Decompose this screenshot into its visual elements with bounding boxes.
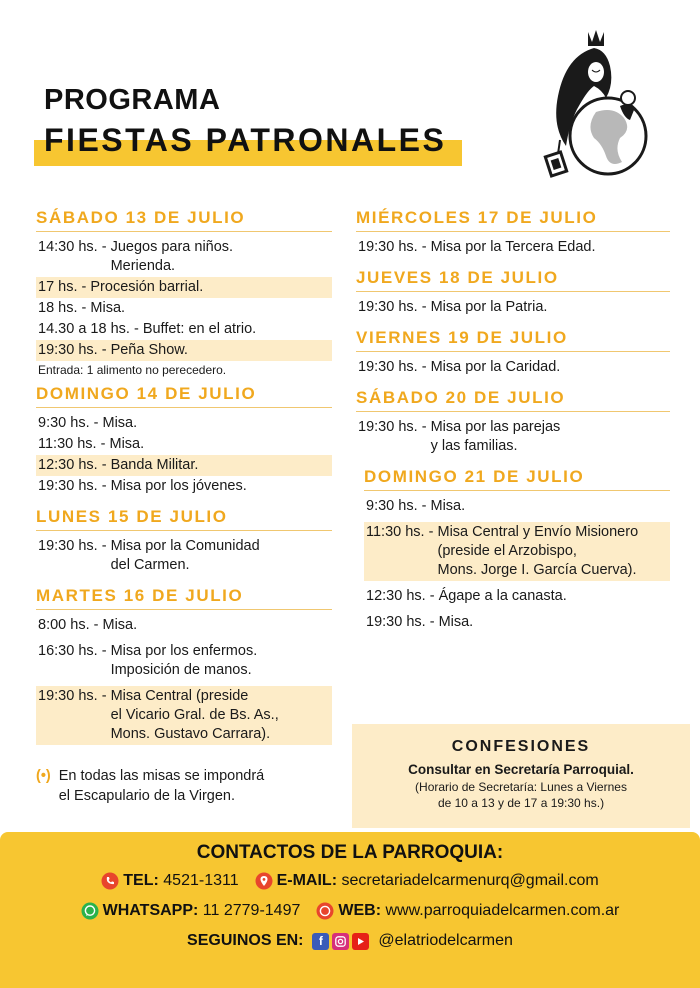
confesiones-hours: (Horario de Secretaría: Lunes a Viernes de 10 a 13 y de 17 a 19:30 hs.) (415, 780, 627, 810)
day-heading: JUEVES 18 DE JULIO (356, 268, 670, 292)
event-row: 19:30 hs. - Misa por los jóvenes. (38, 478, 247, 494)
social-handle[interactable]: @elatriodelcarmen (378, 932, 513, 949)
event-row: 11:30 hs. - Misa Central y Envío Misionero (preside el Arzobispo, Mons. Jorge I. García Cuerva). (364, 522, 670, 581)
title-programa: PROGRAMA (44, 84, 221, 116)
event-row: 19:30 hs. - Misa por la Patria. (358, 299, 548, 315)
tel-value: 4521-1311 (163, 872, 239, 889)
event-row: 12:30 hs. - Ágape a la canasta. (366, 588, 567, 604)
event-row: 19:30 hs. - Misa. (366, 614, 474, 630)
schedule-right-column (356, 208, 670, 633)
day-heading: DOMINGO 21 DE JULIO (364, 467, 670, 491)
event-row: 16:30 hs. - Misa por los enfermos. Imposición de manos. (38, 643, 258, 678)
day-heading: SÁBADO 20 DE JULIO (356, 388, 670, 412)
event-row: 18 hs. - Misa. (38, 300, 126, 316)
schedule-left-column (36, 208, 332, 745)
whatsapp-icon (81, 902, 99, 920)
social-icons (312, 933, 372, 950)
tel-item[interactable] (101, 872, 238, 890)
escapulario-note (36, 766, 336, 806)
event-row: 14.30 a 18 hs. - Buffet: en el atrio. (38, 321, 257, 337)
day-heading: MARTES 16 DE JULIO (36, 586, 332, 610)
day-heading: VIERNES 19 DE JULIO (356, 328, 670, 352)
web-item[interactable] (316, 902, 619, 920)
email-value: secretariadelcarmenurq@gmail.com (341, 872, 599, 889)
footer-row-2 (0, 902, 700, 920)
phone-icon (101, 872, 119, 890)
event-row: 19:30 hs. - Misa por la Comunidad del Carmen. (38, 538, 260, 573)
event-row: 8:00 hs. - Misa. (38, 617, 138, 633)
event-row: 19:30 hs. - Misa Central (preside el Vicario Gral. de Bs. As., Mons. Gustavo Carrara). (36, 686, 332, 745)
footer-title: CONTACTOS DE LA PARROQUIA: (196, 842, 504, 863)
instagram-icon[interactable] (332, 933, 349, 950)
email-item[interactable] (255, 872, 599, 890)
domingo-21-block (356, 467, 670, 633)
whatsapp-value: 11 2779-1497 (202, 902, 301, 919)
day-heading: SÁBADO 13 DE JULIO (36, 208, 332, 232)
event-row: 19:30 hs. - Misa por la Caridad. (358, 359, 561, 375)
location-icon (255, 872, 273, 890)
event-row: 9:30 hs. - Misa. (366, 498, 466, 514)
facebook-icon[interactable]: f (312, 933, 329, 950)
contact-footer (0, 832, 700, 988)
email-label: E-MAIL: (276, 872, 338, 889)
footer-row-1 (0, 872, 700, 890)
youtube-icon[interactable] (352, 933, 369, 950)
note-mark: (•) (36, 768, 51, 784)
day-heading: LUNES 15 DE JULIO (36, 507, 332, 531)
event-row: 19:30 hs. - Misa por la Tercera Edad. (358, 239, 596, 255)
event-row: 9:30 hs. - Misa. (38, 415, 138, 431)
event-row: 12:30 hs. - Banda Militar. (36, 455, 332, 476)
web-label: WEB: (338, 902, 382, 919)
event-row: 19:30 hs. - Peña Show. (36, 340, 332, 361)
web-value: www.parroquiadelcarmen.com.ar (385, 902, 620, 919)
event-row: 19:30 hs. - Misa por las parejas y las familias. (358, 419, 561, 454)
social-label: SEGUINOS EN: (187, 932, 304, 949)
event-note: Entrada: 1 alimento no perecedero. (38, 363, 227, 377)
day-heading: DOMINGO 14 DE JULIO (36, 384, 332, 408)
event-row: 11:30 hs. - Misa. (38, 436, 145, 452)
virgin-carmen-logo (536, 26, 656, 186)
whatsapp-item[interactable] (81, 902, 301, 920)
social-item (187, 932, 513, 950)
web-icon (316, 902, 334, 920)
confesiones-title: CONFESIONES (451, 738, 591, 755)
tel-label: TEL: (123, 872, 159, 889)
title-fiestas-patronales: FIESTAS PATRONALES (44, 122, 447, 158)
whatsapp-label: WHATSAPP: (102, 902, 199, 919)
confesiones-box (352, 724, 690, 828)
note-text: En todas las misas se impondrá el Escapulario de la Virgen. (58, 768, 265, 804)
event-row: 14:30 hs. - Juegos para niños. Merienda. (38, 239, 234, 274)
footer-row-3 (0, 932, 700, 950)
day-heading: MIÉRCOLES 17 DE JULIO (356, 208, 670, 232)
confesiones-subtitle: Consultar en Secretaría Parroquial. (408, 762, 634, 777)
event-row: 17 hs. - Procesión barrial. (36, 277, 332, 298)
